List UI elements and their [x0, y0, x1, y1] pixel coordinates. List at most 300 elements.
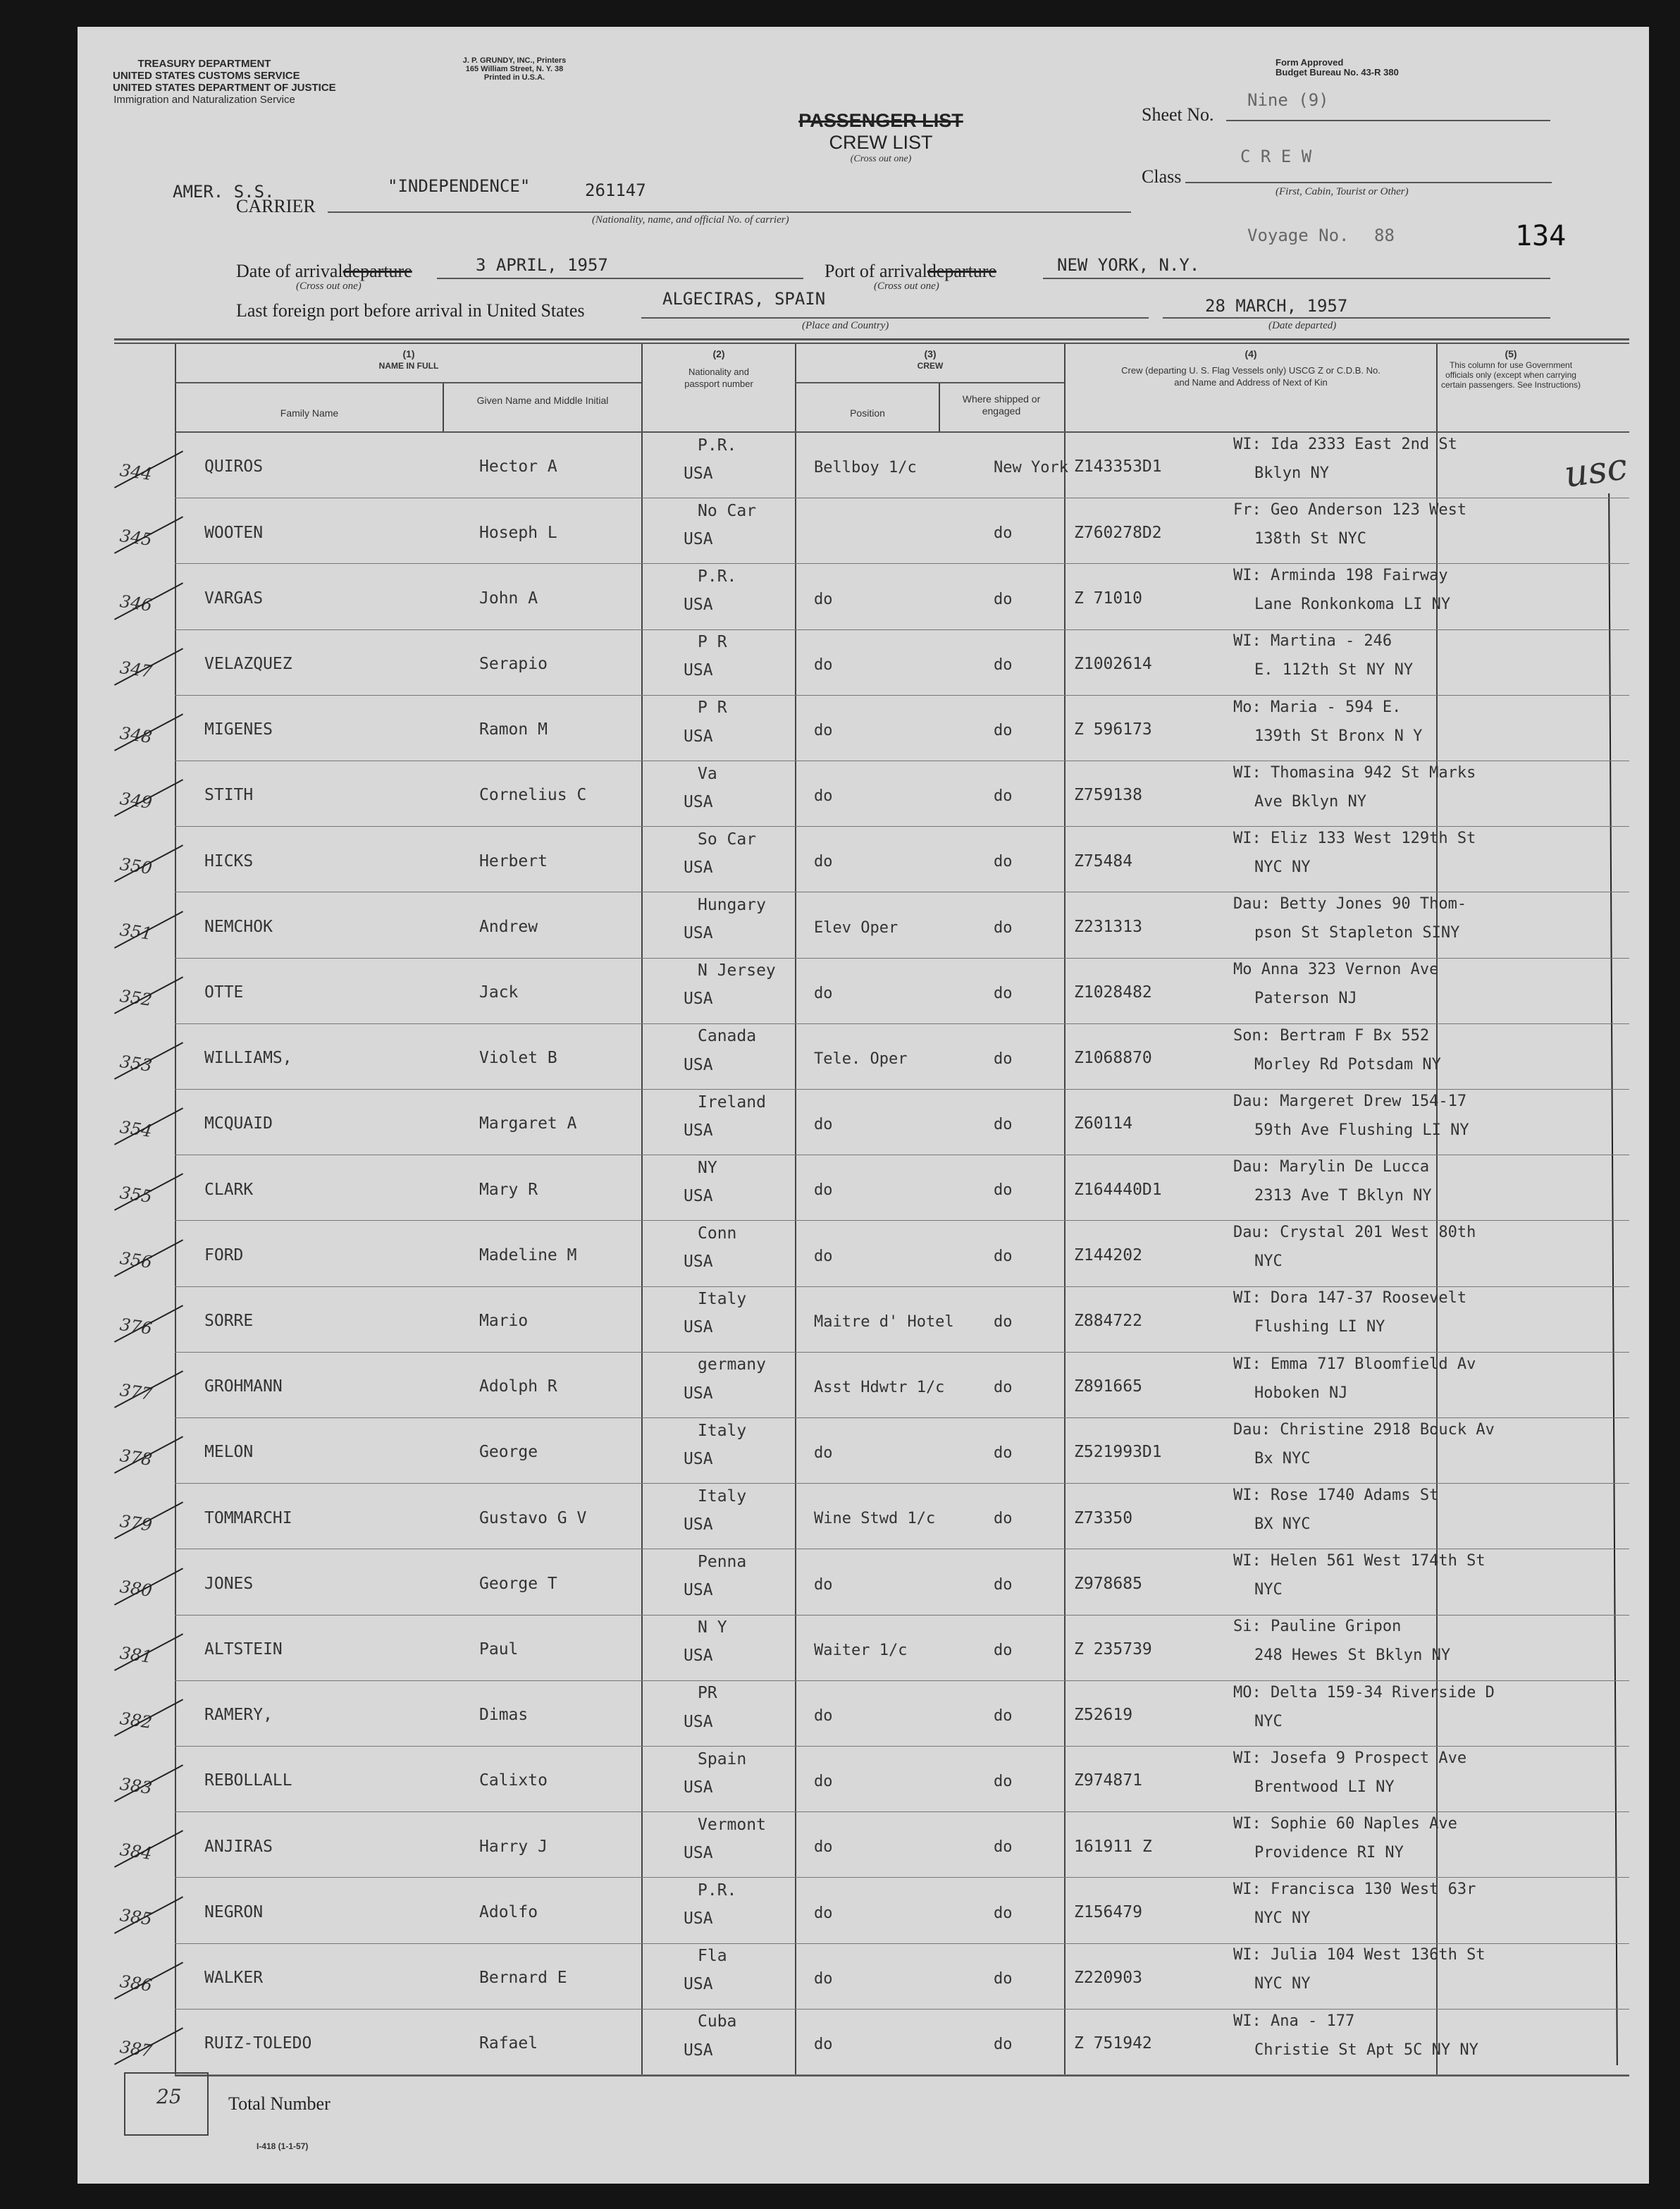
given-name: Margaret A [479, 1114, 577, 1133]
family-name: GROHMANN [204, 1377, 283, 1396]
agency-block [113, 58, 336, 106]
total-label: Total Number [228, 2093, 331, 2114]
col-divider [795, 344, 796, 2075]
name-header-rule [175, 382, 641, 383]
agency-line: TREASURY DEPARTMENT [137, 58, 271, 70]
given-name: Calixto [479, 1771, 548, 1790]
row-number: 352 [118, 985, 154, 1011]
nationality: germany [698, 1355, 766, 1374]
col3-header [796, 348, 1064, 372]
nationality: P R [698, 633, 727, 651]
next-of-kin-line2: Christie St Apt 5C NY NY [1254, 2041, 1478, 2059]
where-shipped: do [994, 722, 1013, 739]
crew-position: do [814, 1248, 833, 1265]
family-header: Family Name [280, 407, 339, 419]
form-line: Form Approved [1276, 57, 1344, 68]
sheet-no-value: Nine (9) [1247, 90, 1329, 110]
crew-position: Maitre d' Hotel [814, 1313, 954, 1331]
crew-position: do [814, 1576, 833, 1594]
nationality: Ireland [698, 1093, 766, 1112]
next-of-kin-line1: Dau: Christine 2918 Bouck Av [1233, 1421, 1495, 1439]
next-of-kin-line2: E. 112th St NY NY [1254, 661, 1414, 679]
nationality: NY [698, 1159, 717, 1177]
family-name: CLARK [204, 1181, 254, 1199]
family-name: MELON [204, 1443, 254, 1461]
row-number: 383 [118, 1773, 154, 1799]
where-shipped: do [994, 1773, 1013, 1790]
nationality: PR [698, 1684, 717, 1702]
row-number: 387 [118, 2036, 154, 2062]
next-of-kin-line1: WI: Josefa 9 Prospect Ave [1233, 1749, 1467, 1767]
passport-country: USA [684, 1713, 713, 1731]
where-shipped: do [994, 1970, 1013, 1988]
next-of-kin-line2: NYC [1254, 1581, 1283, 1599]
crew-position: do [814, 985, 833, 1002]
given-name: Herbert [479, 852, 548, 870]
next-of-kin-line2: NYC NY [1254, 1909, 1311, 1927]
nationality: Canada [698, 1027, 757, 1045]
sheet-no-label: Sheet No. [1142, 104, 1214, 125]
arrival-port: NEW YORK, N.Y. [1057, 255, 1200, 275]
next-of-kin-line1: WI: Ana - 177 [1233, 2012, 1355, 2030]
carrier-name: "INDEPENDENCE" [388, 176, 531, 196]
next-of-kin-line1: Dau: Crystal 201 West 80th [1233, 1224, 1476, 1241]
where-shipped: do [994, 985, 1013, 1002]
where-shipped: do [994, 656, 1013, 674]
where-shipped: do [994, 1248, 1013, 1265]
date-departed-value: 28 MARCH, 1957 [1205, 296, 1348, 316]
passenger-list-struck: PASSENGER LIST [798, 110, 963, 131]
nationality: Italy [698, 1422, 747, 1440]
date-departed-caption: (Date departed) [1268, 320, 1337, 331]
given-name: Gustavo G V [479, 1509, 587, 1527]
given-header: Given Name and Middle Initial [476, 395, 609, 406]
crew-position: do [814, 1838, 833, 1856]
next-of-kin-line1: Dau: Betty Jones 90 Thom- [1233, 895, 1467, 913]
nationality: P.R. [698, 1881, 737, 1900]
where-shipped: do [994, 1838, 1013, 1856]
passport-country: USA [684, 2041, 713, 2060]
z-number: Z1068870 [1074, 1049, 1152, 1067]
col3-num: (3) [924, 348, 937, 359]
where-shipped: do [994, 2036, 1013, 2053]
col-divider [641, 344, 643, 2075]
sheet-no-rule [1226, 120, 1550, 121]
printer-line: 165 William Street, N. Y. 38 [465, 65, 564, 73]
col5-title: This column for use Government officials only (except when carrying certain passengers. See Instructions) [1440, 360, 1581, 390]
col3-title: CREW [917, 361, 944, 371]
table-top-rule [114, 338, 1629, 340]
next-of-kin-line1: Dau: Margeret Drew 154-17 [1233, 1093, 1467, 1110]
crew-position: do [814, 2036, 833, 2053]
next-of-kin-line1: WI: Ida 2333 East 2nd St [1233, 436, 1457, 453]
where-shipped: do [994, 1576, 1013, 1594]
given-name: Harry J [479, 1838, 548, 1856]
row-rule [175, 563, 1629, 564]
passport-country: USA [684, 924, 713, 942]
passport-country: USA [684, 1450, 713, 1468]
row-number: 344 [118, 460, 154, 485]
passport-country: USA [684, 1121, 713, 1140]
date-label [236, 261, 412, 282]
col2-num: (2) [712, 348, 725, 359]
z-number: Z1002614 [1074, 655, 1152, 673]
next-of-kin-line2: Bklyn NY [1254, 464, 1329, 482]
next-of-kin-line2: Lane Ronkonkoma LI NY [1254, 596, 1451, 613]
printer-line: J. P. GRUNDY, INC., Printers [462, 56, 567, 65]
family-name: RAMERY, [204, 1706, 273, 1724]
z-number: Z 71010 [1074, 589, 1142, 608]
next-of-kin-line1: WI: Rose 1740 Adams St [1233, 1487, 1439, 1504]
crew-position: do [814, 656, 833, 674]
next-of-kin-line1: MO: Delta 159-34 Riverside D [1233, 1684, 1495, 1702]
family-name: QUIROS [204, 457, 264, 476]
where-shipped: do [994, 919, 1013, 937]
nationality: P R [698, 699, 727, 717]
crew-position: Elev Oper [814, 919, 898, 937]
family-name: MIGENES [204, 720, 273, 739]
crew-position: do [814, 1116, 833, 1133]
next-of-kin-line2: NYC NY [1254, 859, 1311, 876]
col-divider [1064, 344, 1066, 2075]
row-rule [175, 1417, 1629, 1418]
total-value: 25 [156, 2085, 182, 2108]
port-rule [1043, 278, 1550, 279]
col4-title: Crew (departing U. S. Flag Vessels only) USCG Z or C.D.B. No. and Name and Address of Next of Kin [1121, 365, 1381, 388]
z-number: Z1028482 [1074, 983, 1152, 1002]
col5-num: (5) [1505, 348, 1517, 359]
row-number: 384 [118, 1839, 154, 1864]
row-number: 347 [118, 657, 154, 682]
printer-block [444, 56, 585, 82]
col1-num: (1) [402, 348, 415, 359]
row-number: 382 [118, 1708, 154, 1733]
arrival-date: 3 APRIL, 1957 [476, 255, 608, 275]
next-of-kin-line2: pson St Stapleton SINY [1254, 924, 1460, 942]
z-number: Z220903 [1074, 1969, 1142, 1987]
next-of-kin-line1: WI: Martina - 246 [1233, 632, 1392, 650]
next-of-kin-line2: 59th Ave Flushing LI NY [1254, 1121, 1469, 1139]
given-name: Violet B [479, 1049, 557, 1067]
next-of-kin-line1: Fr: Geo Anderson 123 West [1233, 501, 1467, 519]
given-name: Ramon M [479, 720, 548, 739]
z-number: Z974871 [1074, 1771, 1142, 1790]
stamp-number: 134 [1515, 220, 1567, 252]
last-port-value: ALGECIRAS, SPAIN [662, 289, 826, 309]
passport-country: USA [684, 1844, 713, 1862]
z-number: Z 235739 [1074, 1640, 1152, 1659]
row-rule [175, 958, 1629, 959]
nationality: N Jersey [698, 961, 776, 980]
row-rule [175, 1352, 1629, 1353]
voyage-no: 88 [1374, 226, 1395, 245]
date-label-struck: departure [342, 261, 412, 281]
given-name: Jack [479, 983, 519, 1002]
crew-position: do [814, 1970, 833, 1988]
crew-position: Wine Stwd 1/c [814, 1510, 936, 1527]
nationality: Va [698, 765, 717, 783]
passport-country: USA [684, 1253, 713, 1271]
next-of-kin-line2: Flushing LI NY [1254, 1318, 1385, 1336]
given-name: Mario [479, 1312, 529, 1330]
passport-country: USA [684, 727, 713, 746]
next-of-kin-line2: 138th St NYC [1254, 530, 1366, 548]
row-rule [175, 2009, 1629, 2010]
next-of-kin-line2: 2313 Ave T Bklyn NY [1254, 1187, 1432, 1205]
position-header: Position [850, 407, 885, 419]
crew-position: do [814, 722, 833, 739]
nationality: Penna [698, 1553, 747, 1571]
carrier-rule [328, 211, 1131, 213]
crew-list-document [78, 27, 1649, 2184]
given-name: John A [479, 589, 538, 608]
crew-position: do [814, 1773, 833, 1790]
next-of-kin-line2: 139th St Bronx N Y [1254, 727, 1423, 745]
z-number: Z978685 [1074, 1575, 1142, 1593]
family-name: STITH [204, 786, 254, 804]
next-of-kin-line2: 248 Hewes St Bklyn NY [1254, 1647, 1451, 1664]
cross-out-caption: (Cross out one) [850, 154, 912, 164]
given-name: Adolfo [479, 1903, 538, 1921]
z-number: Z521993D1 [1074, 1443, 1162, 1461]
passport-country: USA [684, 793, 713, 811]
crew-position: do [814, 787, 833, 805]
given-name: Bernard E [479, 1969, 567, 1987]
table-top-rule-2 [114, 343, 1629, 344]
row-rule [175, 1811, 1629, 1812]
passport-country: USA [684, 1581, 713, 1599]
next-of-kin-line1: WI: Eliz 133 West 129th St [1233, 830, 1476, 847]
given-name: Mary R [479, 1181, 538, 1199]
z-number: Z52619 [1074, 1706, 1133, 1724]
given-name: Cornelius C [479, 786, 587, 804]
next-of-kin-line2: Bx NYC [1254, 1450, 1311, 1467]
family-name: REBOLLALL [204, 1771, 292, 1790]
where-shipped: New York [994, 459, 1068, 476]
passport-country: USA [684, 990, 713, 1008]
header-bottom-rule [175, 431, 1629, 433]
next-of-kin-line1: Dau: Marylin De Lucca [1233, 1158, 1430, 1176]
z-number: Z73350 [1074, 1509, 1133, 1527]
col-divider-sub [939, 382, 940, 431]
crew-position: do [814, 1905, 833, 1922]
row-rule [175, 1615, 1629, 1616]
next-of-kin-line2: NYC NY [1254, 1975, 1311, 1993]
crew-header-rule [795, 382, 1064, 383]
row-rule [175, 826, 1629, 827]
row-number: 348 [118, 722, 154, 748]
crew-position: Tele. Oper [814, 1050, 908, 1068]
z-number: Z231313 [1074, 918, 1142, 936]
place-caption: (Place and Country) [802, 320, 889, 331]
family-name: NEMCHOK [204, 918, 273, 936]
crew-position: do [814, 1444, 833, 1462]
where-shipped: do [994, 1050, 1013, 1068]
passport-country: USA [684, 1778, 713, 1797]
port-label [824, 261, 996, 282]
row-number: 346 [118, 591, 154, 616]
passport-country: USA [684, 1384, 713, 1403]
where-shipped: do [994, 1707, 1013, 1725]
passport-country: USA [684, 596, 713, 614]
passport-country: USA [684, 1056, 713, 1074]
row-rule [175, 1483, 1629, 1484]
col2-header [662, 348, 775, 390]
crew-position: Waiter 1/c [814, 1642, 908, 1659]
crew-list-title: CREW LIST [829, 132, 933, 153]
where-shipped: do [994, 1444, 1013, 1462]
z-number: Z60114 [1074, 1114, 1133, 1133]
passport-country: USA [684, 530, 713, 548]
row-rule [175, 1877, 1629, 1878]
col4-num: (4) [1244, 348, 1257, 359]
printer-line: Printed in U.S.A. [483, 73, 545, 82]
where-shipped: do [994, 1116, 1013, 1133]
z-number: 161911 Z [1074, 1838, 1152, 1856]
carrier-caption: (Nationality, name, and official No. of carrier) [592, 214, 789, 226]
port-label-struck: departure [927, 261, 997, 281]
row-number: 378 [118, 1445, 154, 1470]
next-of-kin-line1: WI: Sophie 60 Naples Ave [1233, 1815, 1457, 1833]
next-of-kin-line1: Si: Pauline Gripon [1233, 1618, 1402, 1635]
col5-header [1440, 348, 1581, 390]
passport-country: USA [684, 1975, 713, 1993]
next-of-kin-line2: Brentwood LI NY [1254, 1778, 1395, 1796]
next-of-kin-line1: WI: Julia 104 West 136th St [1233, 1946, 1486, 1964]
port-cross-out-caption: (Cross out one) [874, 281, 939, 292]
row-rule [175, 1220, 1629, 1221]
where-shipped: do [994, 591, 1013, 608]
nationality: Spain [698, 1750, 747, 1768]
given-name: Hoseph L [479, 524, 557, 542]
family-name: VARGAS [204, 589, 264, 608]
z-number: Z891665 [1074, 1377, 1142, 1396]
family-name: RUIZ-TOLEDO [204, 2034, 312, 2053]
row-number: 380 [118, 1576, 154, 1601]
where-shipped: do [994, 1313, 1013, 1331]
row-number: 351 [118, 919, 154, 944]
z-number: Z 751942 [1074, 2034, 1152, 2053]
next-of-kin-line2: Morley Rd Potsdam NY [1254, 1056, 1441, 1073]
class-rule [1185, 182, 1552, 183]
z-number: Z884722 [1074, 1312, 1142, 1330]
family-name: ALTSTEIN [204, 1640, 283, 1659]
nationality: P.R. [698, 567, 737, 586]
nationality: Hungary [698, 896, 766, 914]
family-name: WALKER [204, 1969, 264, 1987]
row-number: 355 [118, 1182, 154, 1207]
port-label-text: Port of arrival [824, 261, 927, 281]
carrier-label: CARRIER [236, 196, 316, 216]
col5-handwritten-line [1608, 493, 1618, 2065]
col2-title: Nationality and passport number [684, 367, 753, 389]
date-label-text: Date of arrival [236, 261, 343, 281]
given-name: Madeline M [479, 1246, 577, 1265]
family-name: ANJIRAS [204, 1838, 273, 1856]
next-of-kin-line2: Hoboken NJ [1254, 1384, 1348, 1402]
family-name: WILLIAMS, [204, 1049, 292, 1067]
form-id: I-418 (1-1-57) [257, 2141, 309, 2151]
given-name: Andrew [479, 918, 538, 936]
given-name: George [479, 1443, 538, 1461]
crew-position: do [814, 853, 833, 870]
crew-position: do [814, 591, 833, 608]
z-number: Z760278D2 [1074, 524, 1162, 542]
date-rule [437, 278, 803, 279]
last-port-rule [641, 317, 1149, 319]
nationality: Fla [698, 1947, 727, 1965]
passport-country: USA [684, 1318, 713, 1336]
date-departed-rule [1163, 317, 1550, 319]
family-name: WOOTEN [204, 524, 264, 542]
next-of-kin-line1: WI: Francisca 130 West 63r [1233, 1881, 1476, 1898]
next-of-kin-line1: Mo Anna 323 Vernon Ave [1233, 961, 1439, 978]
agency-line: Immigration and Naturalization Service [113, 94, 295, 106]
family-name: VELAZQUEZ [204, 655, 292, 673]
nationality: So Car [698, 830, 757, 849]
row-number: 386 [118, 1971, 154, 1996]
next-of-kin-line1: WI: Thomasina 942 St Marks [1233, 764, 1476, 782]
z-number: Z143353D1 [1074, 457, 1162, 476]
where-shipped: do [994, 1379, 1013, 1396]
row-number: 377 [118, 1379, 154, 1405]
where-shipped: do [994, 1181, 1013, 1199]
carrier-prefix: AMER. S.S. [173, 182, 275, 202]
form-line: Budget Bureau No. 43-R 380 [1276, 67, 1399, 78]
given-name: Dimas [479, 1706, 529, 1724]
col4-header [1078, 348, 1423, 388]
next-of-kin-line1: WI: Helen 561 West 174th St [1233, 1552, 1486, 1570]
family-name: NEGRON [204, 1903, 264, 1921]
row-rule [175, 629, 1629, 630]
row-number: 356 [118, 1248, 154, 1273]
agency-line: UNITED STATES DEPARTMENT OF JUSTICE [113, 82, 336, 94]
row-rule [175, 1023, 1629, 1024]
row-rule [175, 1680, 1629, 1681]
passport-country: USA [684, 1515, 713, 1534]
row-number: 353 [118, 1051, 154, 1076]
where-shipped: do [994, 787, 1013, 805]
next-of-kin-line2: NYC [1254, 1253, 1283, 1270]
given-name: Hector A [479, 457, 557, 476]
next-of-kin-line1: WI: Emma 717 Bloomfield Av [1233, 1355, 1476, 1373]
row-rule [175, 1746, 1629, 1747]
passport-country: USA [684, 1187, 713, 1205]
passport-country: USA [684, 464, 713, 483]
family-name: OTTE [204, 983, 244, 1002]
row-number: 345 [118, 525, 154, 550]
passport-country: USA [684, 859, 713, 877]
given-name: Serapio [479, 655, 548, 673]
col1-header [176, 348, 641, 372]
row-number: 349 [118, 788, 154, 813]
z-number: Z164440D1 [1074, 1181, 1162, 1199]
given-name: Adolph R [479, 1377, 557, 1396]
passport-country: USA [684, 1647, 713, 1665]
row-number: 385 [118, 1905, 154, 1930]
col-divider-sub [443, 382, 444, 431]
row-number: 350 [118, 854, 154, 879]
nationality: P.R. [698, 436, 737, 455]
row-number: 381 [118, 1642, 154, 1668]
crew-position: do [814, 1181, 833, 1199]
row-rule [175, 695, 1629, 696]
family-name: JONES [204, 1575, 254, 1593]
date-cross-out-caption: (Cross out one) [296, 281, 362, 292]
row-rule [175, 1286, 1629, 1287]
crew-position: Bellboy 1/c [814, 459, 917, 476]
class-caption: (First, Cabin, Tourist or Other) [1276, 186, 1409, 197]
